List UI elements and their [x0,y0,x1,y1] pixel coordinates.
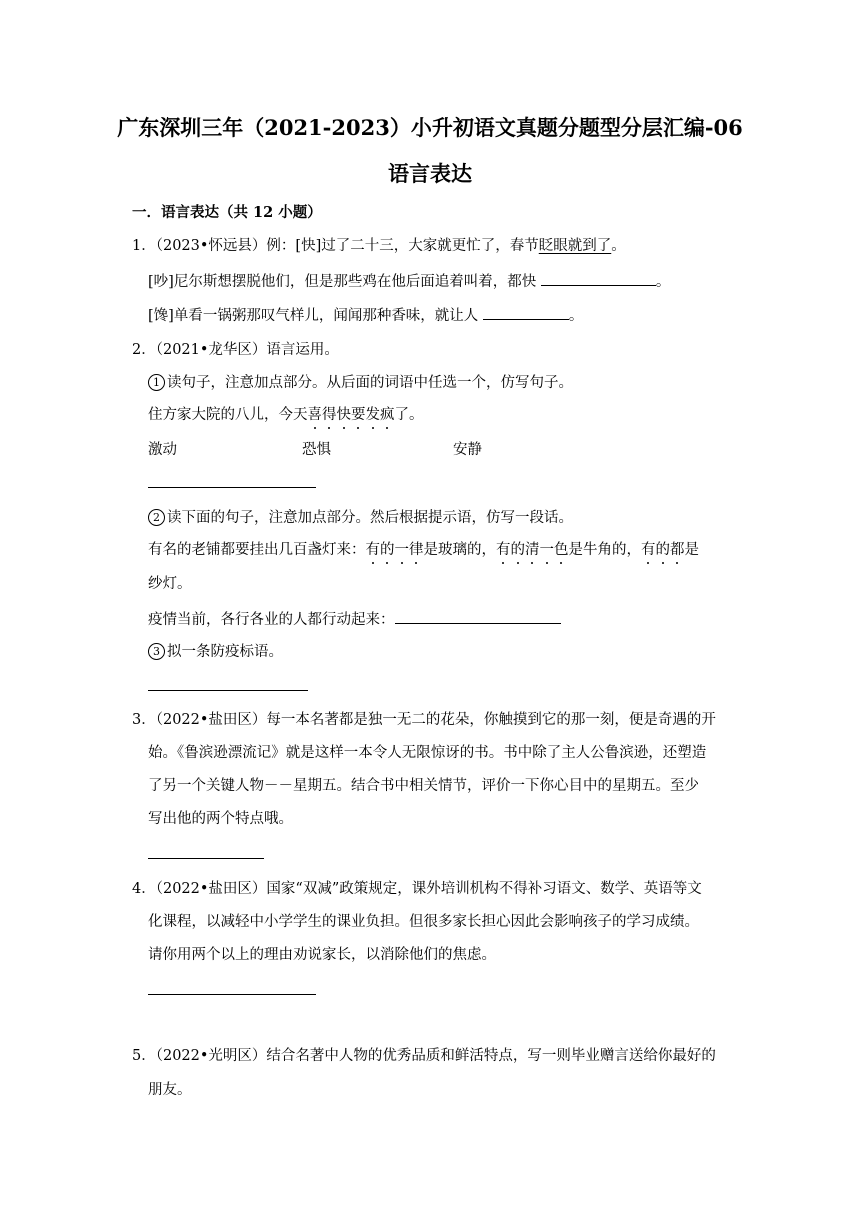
q2-part-1: 1 读句子，注意加点部分。从后面的词语中任选一个，仿写句子。 [148,373,573,393]
q2-part-3-number: 3 [148,643,165,660]
page-title: 广东深圳三年（2021-2023）小升初语文真题分题型分层汇编-06 [117,115,743,140]
q2-answer-blank-2[interactable] [395,609,561,624]
q1-stem: 1．（2023•怀远县）例：[快]过了二十三，大家就更忙了，春节眨眼就到了。 [132,238,626,254]
q2-answer-line-1[interactable] [148,487,316,488]
q2-sentence-3: 疫情当前，各行各业的人都行动起来： [148,609,561,630]
q3-answer-line[interactable] [148,858,264,859]
q2-part-1-number: 1 [148,374,165,391]
q2-part-2: 2 读下面的句子，注意加点部分。然后根据提示语，仿写一段话。 [148,508,573,528]
q2-part-3: 3 拟一条防疫标语。 [148,642,283,662]
q1-line-3: [馋]单看一锅粥那叹气样儿，闻闻那种香味，就让人 。 [148,305,583,326]
q1-answer-blank-1[interactable] [541,271,656,286]
q4-line-3: 请你用两个以上的理由劝说家长，以消除他们的焦虑。 [148,947,496,963]
q2-sentence-1: 住方家大院的八儿，今天喜得快要发疯了。 [148,407,424,423]
q4-answer-line[interactable] [148,994,316,995]
page-subtitle: 语言表达 [388,161,472,186]
dotted-emphasis: 有的一律 [365,542,424,558]
q2-sentence-2-cont: 纱灯。 [148,576,192,592]
q2-stem: 2．（2021•龙华区）语言运用。 [132,342,339,358]
q2-part-2-number: 2 [148,509,165,526]
q2-word-1: 激动 [148,442,177,458]
q2-word-3: 安静 [453,442,482,458]
q1-underlined-example: 眨眼就到了 [538,238,612,254]
q3-line-3: 了另一个关键人物－－星期五。结合书中相关情节，评价一下你心目中的星期五。至少 [148,778,699,794]
q1-answer-blank-2[interactable] [483,305,569,320]
q5-line-1: 5．（2022•光明区）结合名著中人物的优秀品质和鲜活特点，写一则毕业赠言送给你最好的 [132,1048,716,1064]
q4-line-1: 4．（2022•盐田区）国家“双减”政策规定，课外培训机构不得补习语文、数学、英语等文 [132,881,702,897]
dotted-emphasis: 有的清一色 [496,542,569,558]
q3-line-1: 3．（2022•盐田区）每一本名著都是独一无二的花朵，你触摸到它的那一刻，便是奇遇的开 [132,712,716,728]
q3-line-4: 写出他的两个特点哦。 [148,811,293,827]
q2-sentence-2: 有名的老铺都要挂出几百盏灯来：有的一律是玻璃的，有的清一色是牛角的，有的都是 [148,542,699,558]
q2-answer-line-3[interactable] [148,690,308,691]
dotted-emphasis: 喜得快要发疯 [307,407,395,423]
q1-line-2: [吵]尼尔斯想摆脱他们，但是那些鸡在他后面追着叫着，都快 。 [148,271,670,292]
q5-line-2: 朋友。 [148,1082,192,1098]
q2-word-2: 恐惧 [302,442,331,458]
q3-line-2: 始。《鲁滨逊漂流记》就是这样一本令人无限惊讶的书。书中除了主人公鲁滨逊，还塑造 [148,745,707,761]
dotted-emphasis: 有的都 [641,542,685,558]
section-heading: 一．语言表达（共 12 小题） [132,204,322,221]
q4-line-2: 化课程，以减轻中小学学生的课业负担。但很多家长担心因此会影响孩子的学习成绩。 [148,914,699,930]
